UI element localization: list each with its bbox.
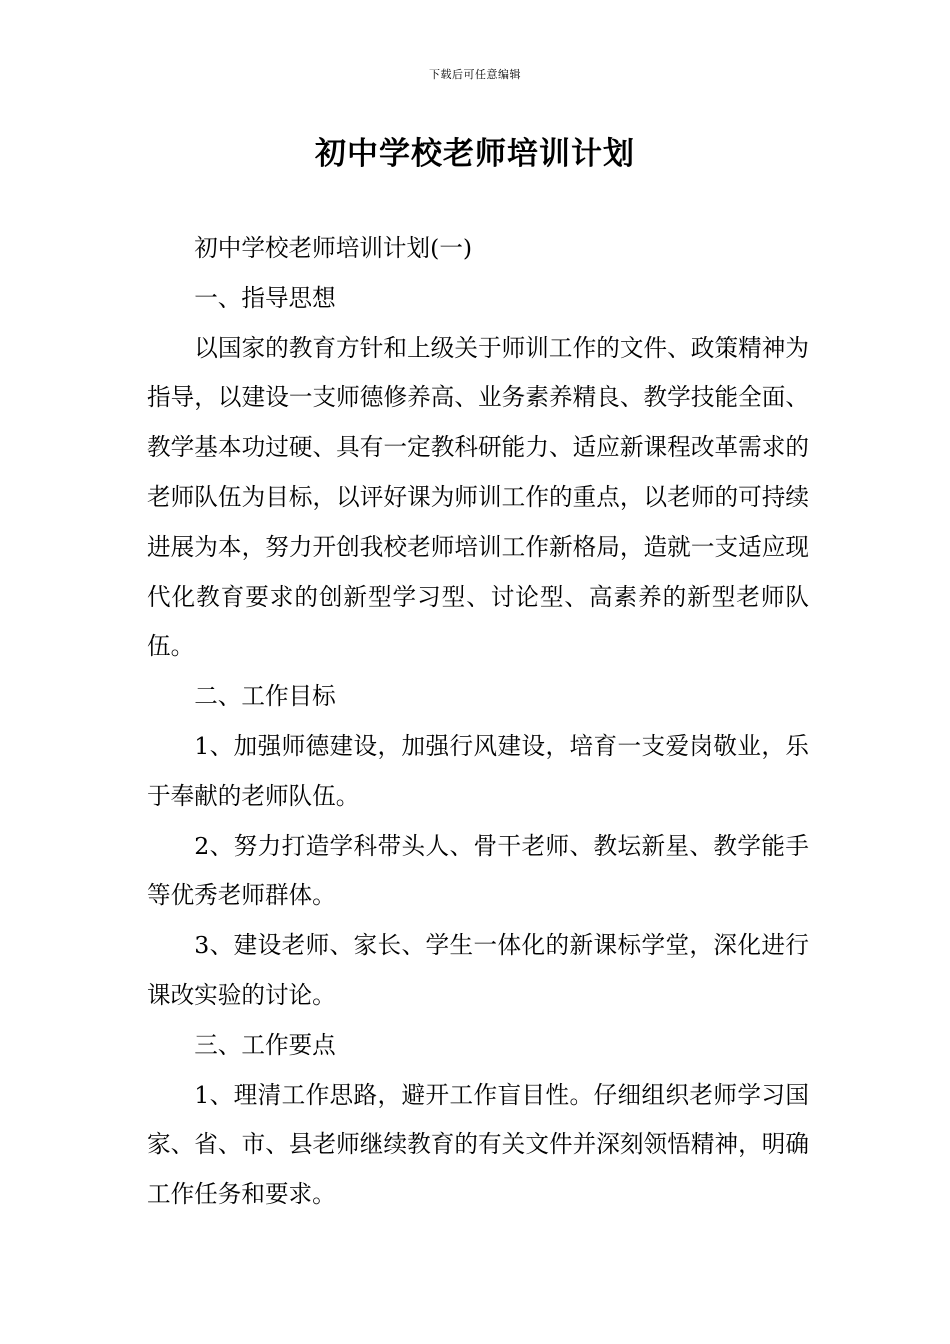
- paragraph-goal-3: 3、建设老师、家长、学生一体化的新课标学堂，深化进行课改实验的讨论。: [147, 931, 809, 1009]
- paragraph-point-1: 1、理清工作思路，避开工作盲目性。仔细组织老师学习国家、省、市、县老师继续教育的有关文件并深刻领悟精神，明确工作任务和要求。: [147, 1080, 809, 1209]
- section-heading-work-points: 三、工作要点: [194, 1030, 336, 1059]
- section-heading-work-goals: 二、工作目标: [194, 682, 336, 711]
- paragraph-goal-1: 1、加强师德建设，加强行风建设，培育一支爱岗敬业，乐于奉献的老师队伍。: [147, 731, 809, 810]
- document-title: 初中学校老师培训计划: [315, 136, 635, 172]
- paragraph-guiding-thought: 以国家的教育方针和上级关于师训工作的文件、政策精神为指导，以建设一支师德修养高、业务素养精良、教学技能全面、教学基本功过硬、具有一定教科研能力、适应新课程改革需求的老师队伍为目标，以评好课为师训工作的重点，以老师的可持续进展为本，努力开创我校老师培训工作新格局，造就一支适应现代化教育要求的创新型学习型、讨论型、高素养的新型老师队伍。: [147, 333, 809, 661]
- page-header-note: 下载后可任意编辑: [429, 68, 521, 81]
- section-heading-guiding-thought: 一、指导思想: [194, 283, 336, 312]
- document-body: [147, 224, 809, 1220]
- paragraph-goal-2: 2、努力打造学科带头人、骨干老师、教坛新星、教学能手等优秀老师群体。: [147, 831, 809, 910]
- subtitle-paragraph: 初中学校老师培训计划(一): [194, 234, 473, 262]
